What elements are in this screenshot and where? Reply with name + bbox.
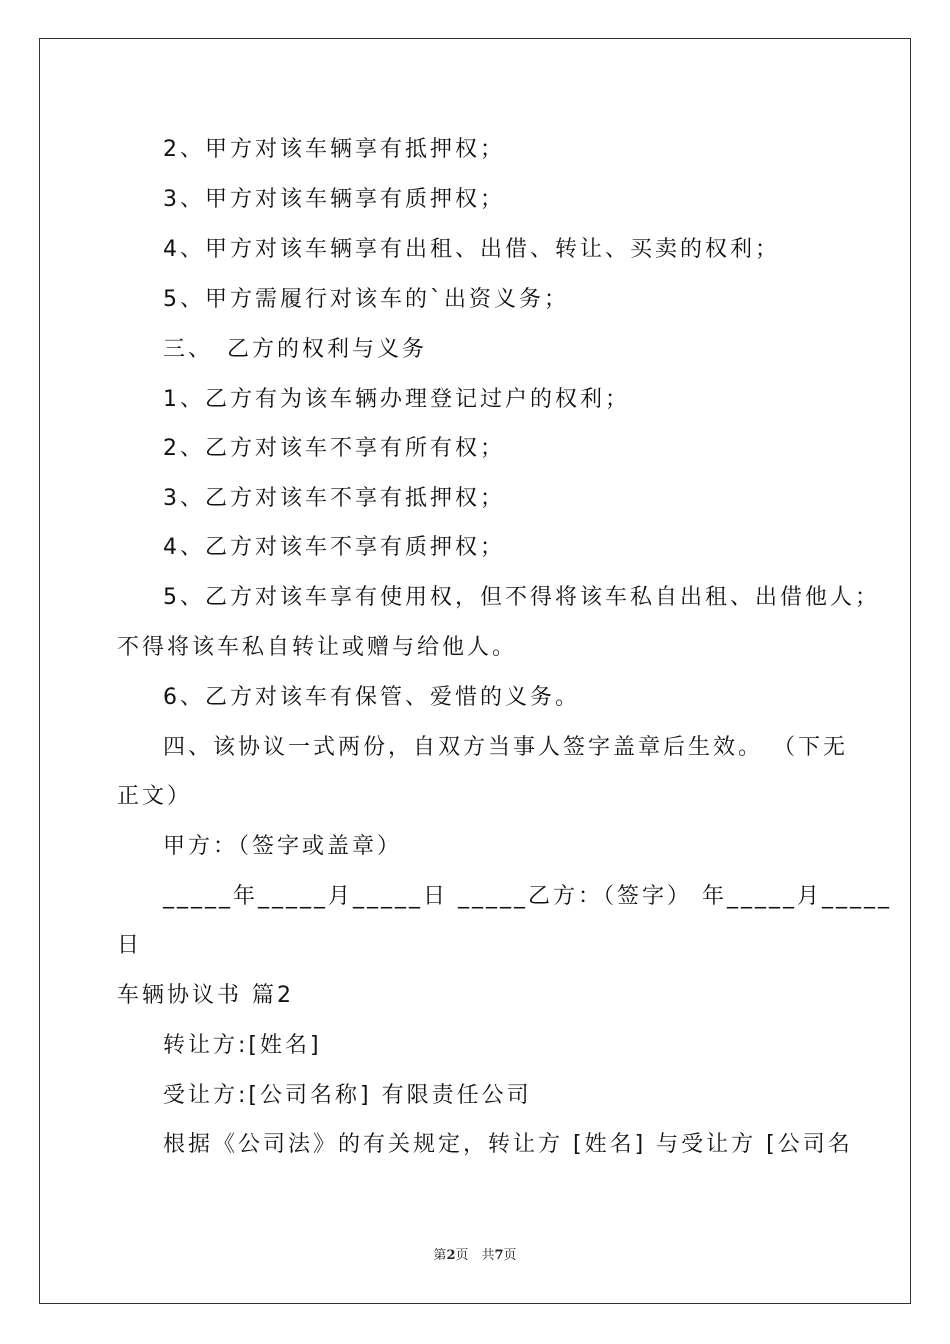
paragraph-line: 正文）	[117, 784, 193, 809]
paragraph-line: 不得将该车私自转让或赠与给他人。	[117, 635, 518, 660]
paragraph-line: 2、乙方对该车不享有所有权；	[163, 436, 505, 461]
page-suffix: 页	[503, 1248, 517, 1263]
signature-line-party-a: 甲方：（签字或盖章）	[163, 834, 403, 859]
paragraph-line: 5、甲方需履行对该车的`出资义务；	[163, 287, 569, 312]
paragraph-line: 4、乙方对该车不享有质押权；	[163, 535, 505, 560]
paragraph-line: 5、乙方对该车享有使用权，但不得将该车私自出租、出借他人；	[163, 585, 880, 610]
page-frame	[39, 38, 911, 1304]
agreement-title: 车辆协议书 篇2	[117, 983, 294, 1008]
section-heading: 三、 乙方的权利与义务	[163, 337, 428, 362]
transferee-line: 受让方:[公司名称] 有限责任公司	[163, 1083, 532, 1108]
date-line: _____年_____月_____日 _____乙方：（签字） 年_____月_____	[163, 884, 892, 909]
paragraph-line: 6、乙方对该车有保管、爱惜的义务。	[163, 685, 580, 710]
paragraph-line: 四、该协议一式两份，自双方当事人签字盖章后生效。 （下无	[163, 735, 848, 760]
paragraph-line: 4、甲方对该车辆享有出租、出借、转让、买卖的权利；	[163, 237, 780, 262]
page-prefix: 第	[433, 1248, 447, 1263]
paragraph-line: 1、乙方有为该车辆办理登记过户的权利；	[163, 387, 630, 412]
paragraph-line: 根据《公司法》的有关规定，转让方 [姓名] 与受让方 [公司名	[163, 1132, 853, 1157]
total-page-number: 7	[494, 1248, 504, 1263]
paragraph-line: 日	[117, 933, 143, 958]
paragraph-line: 3、乙方对该车不享有抵押权；	[163, 486, 505, 511]
page-number-footer	[0, 1247, 950, 1265]
current-page-number: 2	[446, 1248, 456, 1263]
paragraph-line: 3、甲方对该车辆享有质押权；	[163, 187, 505, 212]
paragraph-line: 2、甲方对该车辆享有抵押权；	[163, 137, 505, 162]
page-mid: 页 共	[455, 1248, 495, 1263]
transferor-line: 转让方:[姓名]	[163, 1033, 322, 1058]
